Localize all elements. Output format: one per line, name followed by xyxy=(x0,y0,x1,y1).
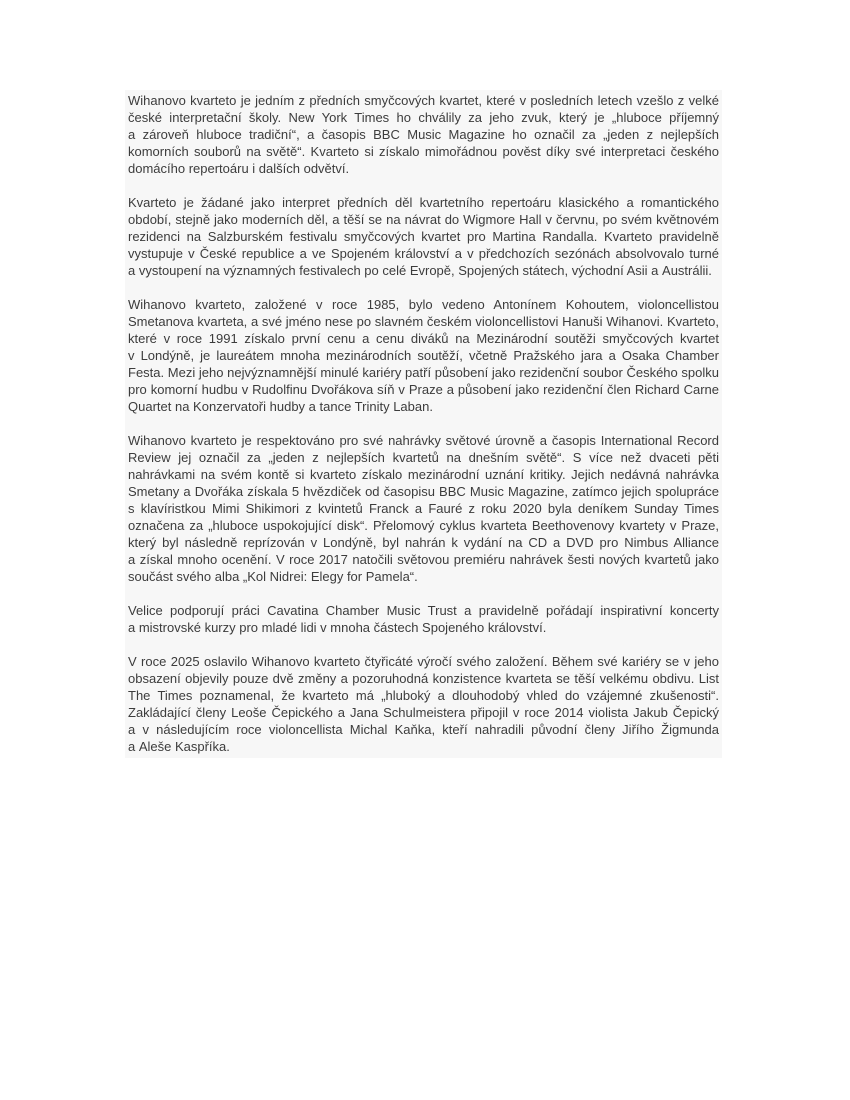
paragraph-recordings: Wihanovo kvarteto je respektováno pro své nahrávky světové úrovně a časopis International Record Review jej označil za „jeden z nejlepších kvartetů na dnešním světě“. S více než dvaceti pěti nahrávkami na svém kontě si kvarteto získalo mezinárodní uznání kritiky. Jejich nedávná nahrávka Smetany a Dvořáka získala 5 hvězdiček od časopisu BBC Music Magazine, zatímco jejich spolupráce s klavíristkou Mimi Shikimori z kvintetů Franck a Fauré z roku 2020 byla deníkem Sunday Times označena za „hluboce uspokojující disk“. Přelomový cyklus kvarteta Beethovenovy kvartety v Praze, který byl následně reprízován v Londýně, byl nahrán k vydání na CD a DVD pro Nimbus Alliance a získal mnoho ocenění. V roce 2017 natočili světovou premiéru nahrávek šesti nových kvartetů jako součást svého alba „Kol Nidrei: Elegy for Pamela“. xyxy=(128,433,719,584)
paragraph-outreach: Velice podporují práci Cavatina Chamber Music Trust a pravidelně pořádají inspirativní koncerty a mistrovské kurzy pro mladé lidi v mnoha částech Spojeného království. xyxy=(128,603,719,635)
paragraph-history: Wihanovo kvarteto, založené v roce 1985, bylo vedeno Antonínem Kohoutem, violoncellistou Smetanova kvarteta, a své jméno nese po slavném českém violoncellistovi Hanuši Wihanovi. Kvarteto, které v roce 1991 získalo první cenu a cenu diváků na Mezinárodní soutěži smyčcových kvartet v Londýně, je laureátem mnoha mezinárodních soutěží, včetně Pražského jara a Osaka Chamber Festa. Mezi jeho nejvýznamnější minulé kariéry patří působení jako rezidenční soubor Českého spolku pro komorní hudbu v Rudolfinu Dvořákova síň v Praze a působení jako rezidenční člen Richard Carne Quartet na Konzervatoři hudby a tance Trinity Laban. xyxy=(128,297,719,414)
article-text-block xyxy=(125,90,722,758)
paragraph-repertoire: Kvarteto je žádané jako interpret předních děl kvartetního repertoáru klasického a romantického období, stejně jako moderních děl, a těší se na návrat do Wigmore Hall v červnu, po svém květnovém rezidenci na Salzburském festivalu smyčcových kvartet pro Martina Randalla. Kvarteto pravidelně vystupuje v České republice a ve Spojeném království a v předchozích sezónách absolvovalo turné a vystoupení na významných festivalech po celé Evropě, Spojených státech, východní Asii a Austrálii. xyxy=(128,195,719,278)
paragraph-anniversary: V roce 2025 oslavilo Wihanovo kvarteto čtyřicáté výročí svého založení. Během své kariéry se v jeho obsazení objevily pouze dvě změny a pozoruhodná konzistence kvarteta se těší velkému obdivu. List The Times poznamenal, že kvarteto má „hluboký a dlouhodobý vhled do vzájemné zkušenosti“. Zakládající členy Leoše Čepického a Jana Schulmeistera připojil v roce 2014 violista Jakub Čepický a v následujícím roce violoncellista Michal Kaňka, kteří nahradili původní členy Jiřího Žigmunda a Aleše Kaspříka. xyxy=(128,654,719,754)
paragraph-intro: Wihanovo kvarteto je jedním z předních smyčcových kvartet, které v posledních letech vzešlo z velké české interpretační školy. New York Times ho chválily za jeho zvuk, který je „hluboce příjemný a zároveň hluboce tradiční“, a časopis BBC Music Magazine ho označil za „jeden z nejlepších komorních souborů na světě“. Kvarteto si získalo mimořádnou pověst díky své interpretaci českého domácího repertoáru i dalších odvětví. xyxy=(128,93,719,176)
